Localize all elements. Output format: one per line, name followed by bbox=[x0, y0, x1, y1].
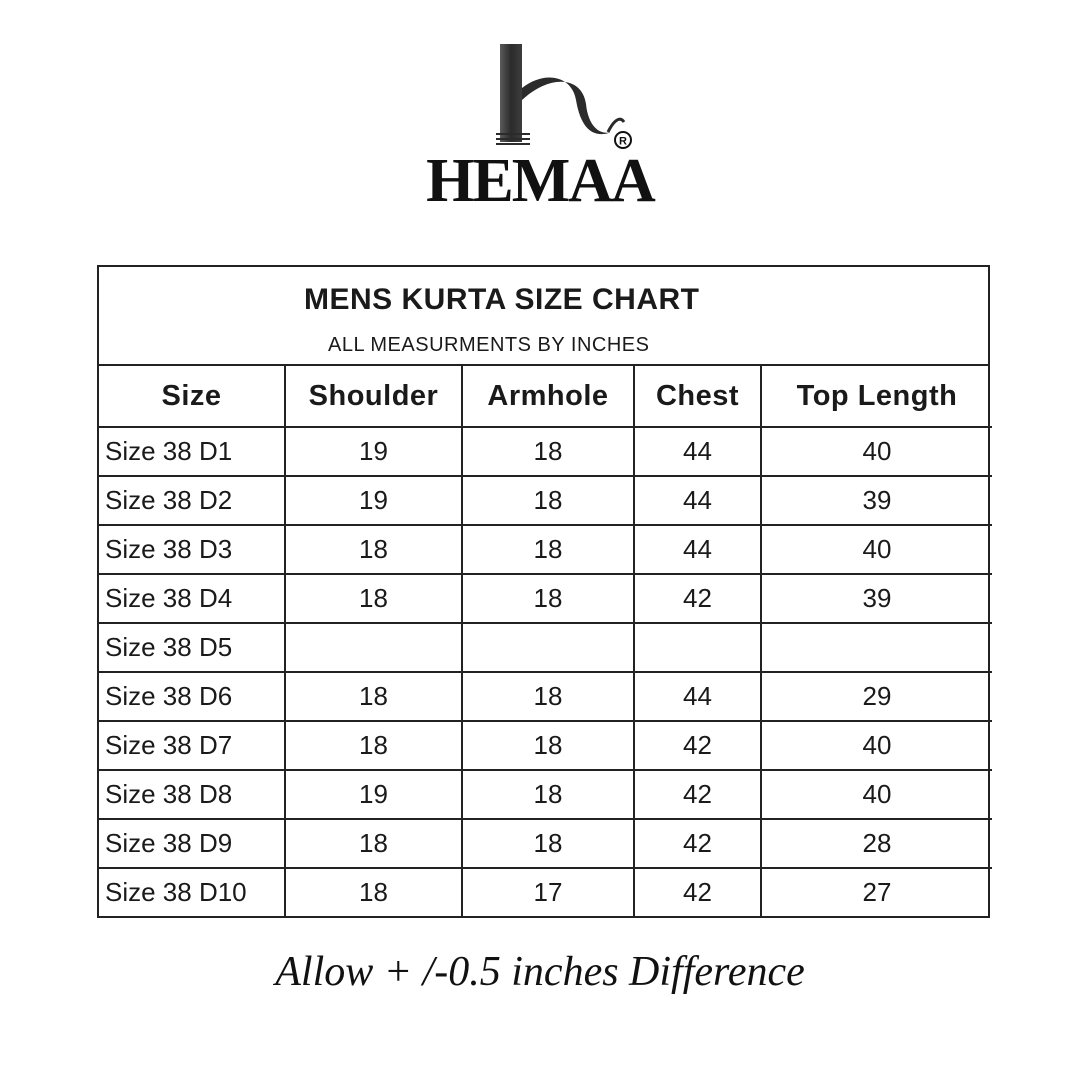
table-row bbox=[99, 672, 992, 721]
chest-cell: 44 bbox=[634, 672, 761, 721]
armhole-cell: 17 bbox=[462, 868, 634, 916]
armhole-cell: 18 bbox=[462, 770, 634, 819]
size-cell: Size 38 D8 bbox=[99, 770, 285, 819]
hemaa-logo-icon bbox=[490, 40, 640, 150]
top-length-cell: 40 bbox=[761, 525, 992, 574]
size-cell: Size 38 D4 bbox=[99, 574, 285, 623]
column-header-size: Size bbox=[99, 366, 285, 427]
shoulder-cell: 18 bbox=[285, 721, 462, 770]
table-row bbox=[99, 770, 992, 819]
chest-cell: 42 bbox=[634, 770, 761, 819]
size-cell: Size 38 D5 bbox=[99, 623, 285, 672]
shoulder-cell: 18 bbox=[285, 574, 462, 623]
column-header-chest: Chest bbox=[634, 366, 761, 427]
armhole-cell: 18 bbox=[462, 427, 634, 476]
armhole-cell: 18 bbox=[462, 574, 634, 623]
table-row bbox=[99, 427, 992, 476]
shoulder-cell: 18 bbox=[285, 868, 462, 916]
top-length-cell: 40 bbox=[761, 427, 992, 476]
armhole-cell: 18 bbox=[462, 476, 634, 525]
column-header-top-length: Top Length bbox=[761, 366, 992, 427]
shoulder-cell: 18 bbox=[285, 819, 462, 868]
table-header-row bbox=[99, 366, 992, 427]
armhole-cell: 18 bbox=[462, 819, 634, 868]
size-cell: Size 38 D1 bbox=[99, 427, 285, 476]
size-cell: Size 38 D10 bbox=[99, 868, 285, 916]
size-table bbox=[99, 366, 992, 916]
top-length-cell: 29 bbox=[761, 672, 992, 721]
size-cell: Size 38 D3 bbox=[99, 525, 285, 574]
brand-name: HEMAA bbox=[426, 147, 654, 215]
chest-cell: 44 bbox=[634, 427, 761, 476]
shoulder-cell: 19 bbox=[285, 476, 462, 525]
top-length-cell: 40 bbox=[761, 770, 992, 819]
shoulder-cell: 18 bbox=[285, 672, 462, 721]
top-length-cell: 28 bbox=[761, 819, 992, 868]
armhole-cell: 18 bbox=[462, 525, 634, 574]
table-row bbox=[99, 623, 992, 672]
top-length-cell: 40 bbox=[761, 721, 992, 770]
shoulder-cell: 19 bbox=[285, 427, 462, 476]
chart-subtitle: ALL MEASURMENTS BY INCHES bbox=[328, 334, 650, 356]
column-header-armhole: Armhole bbox=[462, 366, 634, 427]
table-row bbox=[99, 476, 992, 525]
shoulder-cell bbox=[285, 623, 462, 672]
table-row bbox=[99, 574, 992, 623]
table-row bbox=[99, 819, 992, 868]
top-length-cell: 39 bbox=[761, 574, 992, 623]
chest-cell: 44 bbox=[634, 525, 761, 574]
chest-cell: 42 bbox=[634, 721, 761, 770]
armhole-cell bbox=[462, 623, 634, 672]
chest-cell: 42 bbox=[634, 819, 761, 868]
top-length-cell bbox=[761, 623, 992, 672]
size-cell: Size 38 D9 bbox=[99, 819, 285, 868]
chart-header bbox=[99, 267, 988, 366]
chest-cell bbox=[634, 623, 761, 672]
size-cell: Size 38 D6 bbox=[99, 672, 285, 721]
armhole-cell: 18 bbox=[462, 672, 634, 721]
table-row bbox=[99, 868, 992, 916]
size-chart bbox=[97, 265, 990, 918]
size-cell: Size 38 D2 bbox=[99, 476, 285, 525]
column-header-shoulder: Shoulder bbox=[285, 366, 462, 427]
size-cell: Size 38 D7 bbox=[99, 721, 285, 770]
chest-cell: 44 bbox=[634, 476, 761, 525]
svg-text:R: R bbox=[619, 135, 627, 148]
chest-cell: 42 bbox=[634, 868, 761, 916]
tolerance-note: Allow + /-0.5 inches Difference bbox=[275, 949, 805, 995]
shoulder-cell: 19 bbox=[285, 770, 462, 819]
shoulder-cell: 18 bbox=[285, 525, 462, 574]
chart-title: MENS KURTA SIZE CHART bbox=[304, 283, 700, 316]
armhole-cell: 18 bbox=[462, 721, 634, 770]
top-length-cell: 27 bbox=[761, 868, 992, 916]
brand-logo bbox=[0, 40, 1080, 215]
top-length-cell: 39 bbox=[761, 476, 992, 525]
table-row bbox=[99, 721, 992, 770]
table-row bbox=[99, 525, 992, 574]
chest-cell: 42 bbox=[634, 574, 761, 623]
